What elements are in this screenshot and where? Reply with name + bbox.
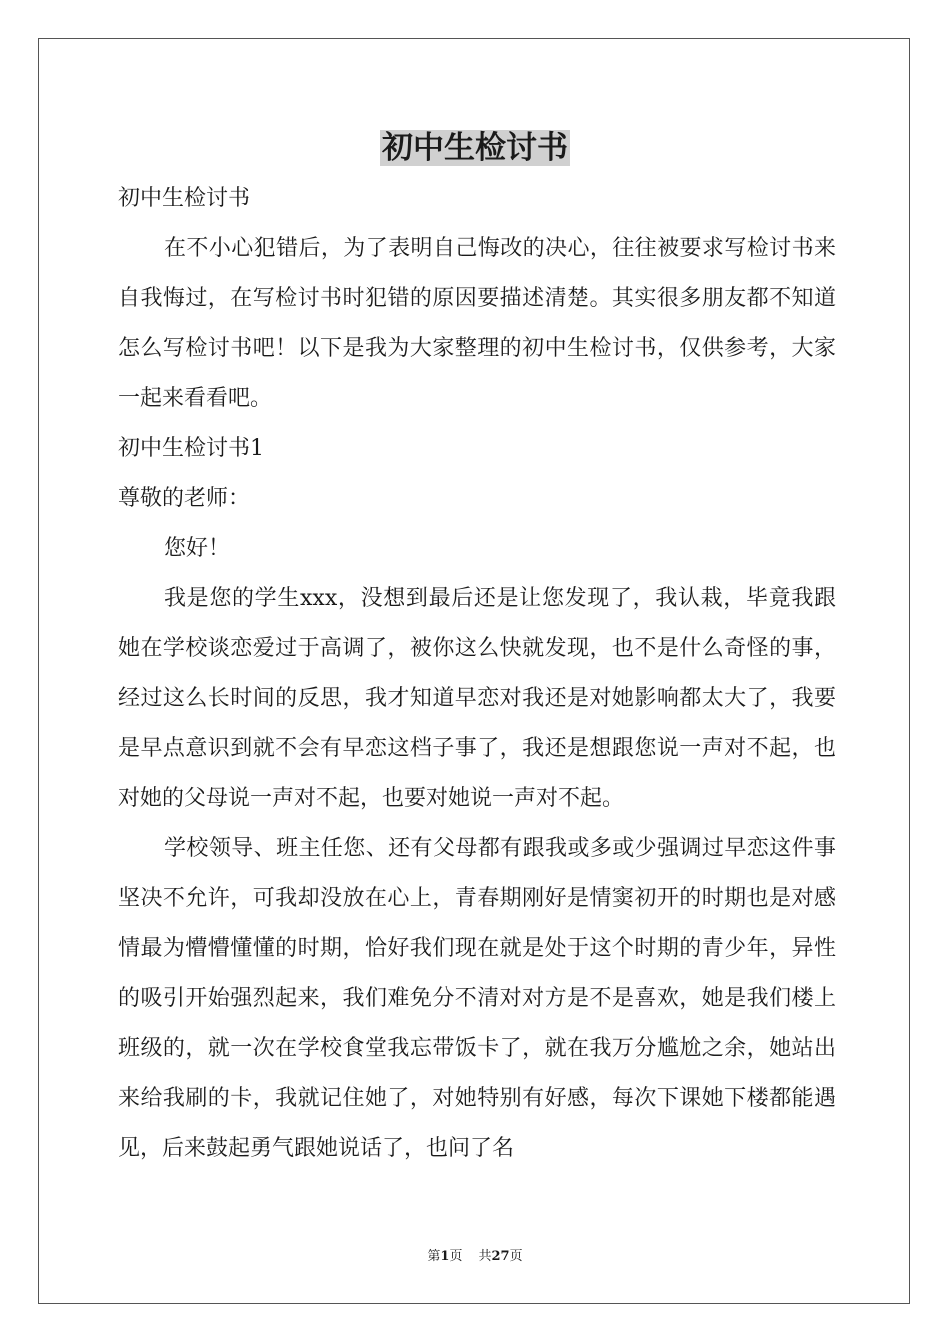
body-paragraph: 我是您的学生xxx，没想到最后还是让您发现了，我认栽，毕竟我跟她在学校谈恋爱过于高调了，被你这么快就发现，也不是什么奇怪的事，经过这么长时间的反思，我才知道早恋对我还是对她影响都太大了，我要是早点意识到就不会有早恋这档子事了，我还是想跟您说一声对不起，也对她的父母说一声对不起，也要对她说一声对不起。 [118,586,836,811]
greeting: 您好！ [164,536,231,561]
page-prefix: 第 [427,1249,441,1264]
heading-line: 初中生检讨书 [118,186,251,211]
page-suffix: 页 [449,1249,463,1264]
body-paragraph: 学校领导、班主任您、还有父母都有跟我或多或少强调过早恋这件事坚决不允许，可我却没放在心上，青春期刚好是情窦初开的时期也是对感情最为懵懵懂懂的时期，恰好我们现在就是处于这个时期的青少年，异性的吸引开始强烈起来，我们难免分不清对对方是不是喜欢，她是我们楼上班级的，就一次在学校食堂我忘带饭卡了，就在我万分尴尬之余，她站出来给我刷的卡，我就记住她了，对她特别有好感，每次下课她下楼都能遇见，后来鼓起勇气跟她说话了，也问了名 [118,836,836,1161]
section-heading: 初中生检讨书1 [118,436,264,461]
document-title-text: 初中生检讨书 [382,130,568,166]
page-number: 1 [440,1249,450,1264]
document-body [118,174,836,1174]
total-pages: 27 [491,1249,510,1264]
salutation: 尊敬的老师： [118,486,251,511]
page-footer [0,1247,950,1267]
intro-paragraph: 在不小心犯错后，为了表明自己悔改的决心，往往被要求写检讨书来自我悔过，在写检讨书时犯错的原因要描述清楚。其实很多朋友都不知道怎么写检讨书吧！以下是我为大家整理的初中生检讨书，仅供参考，大家一起来看看吧。 [118,236,836,411]
total-prefix: 共 [478,1249,492,1264]
document-title [0,128,950,168]
total-suffix: 页 [509,1249,523,1264]
